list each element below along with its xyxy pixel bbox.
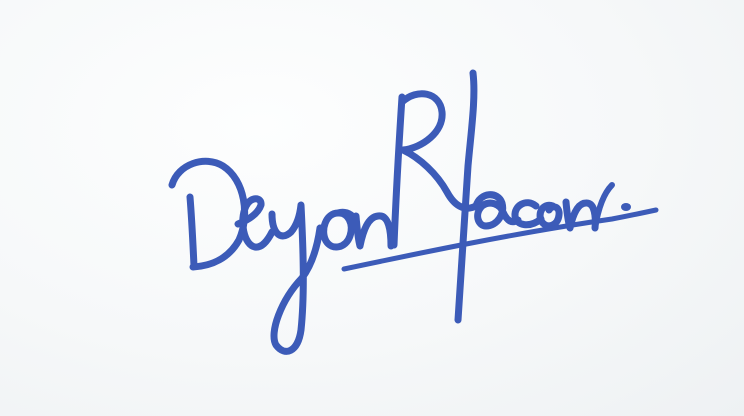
- signature-letter-r-stem: [394, 97, 402, 245]
- signature-letter-e: [238, 199, 272, 247]
- signature-letter-j: [458, 73, 474, 320]
- signature-letter-a: [476, 195, 518, 226]
- signature-letter-o: [324, 212, 354, 247]
- signature-letter-y: [272, 205, 320, 351]
- signature-dot: [621, 203, 631, 211]
- signature-letter-loop: [540, 205, 559, 226]
- signature-letter-d-bowl: [172, 161, 245, 267]
- signature-letter-d-stem: [190, 197, 194, 266]
- signature-ink: [172, 73, 656, 351]
- signature-letter-n: [356, 216, 391, 246]
